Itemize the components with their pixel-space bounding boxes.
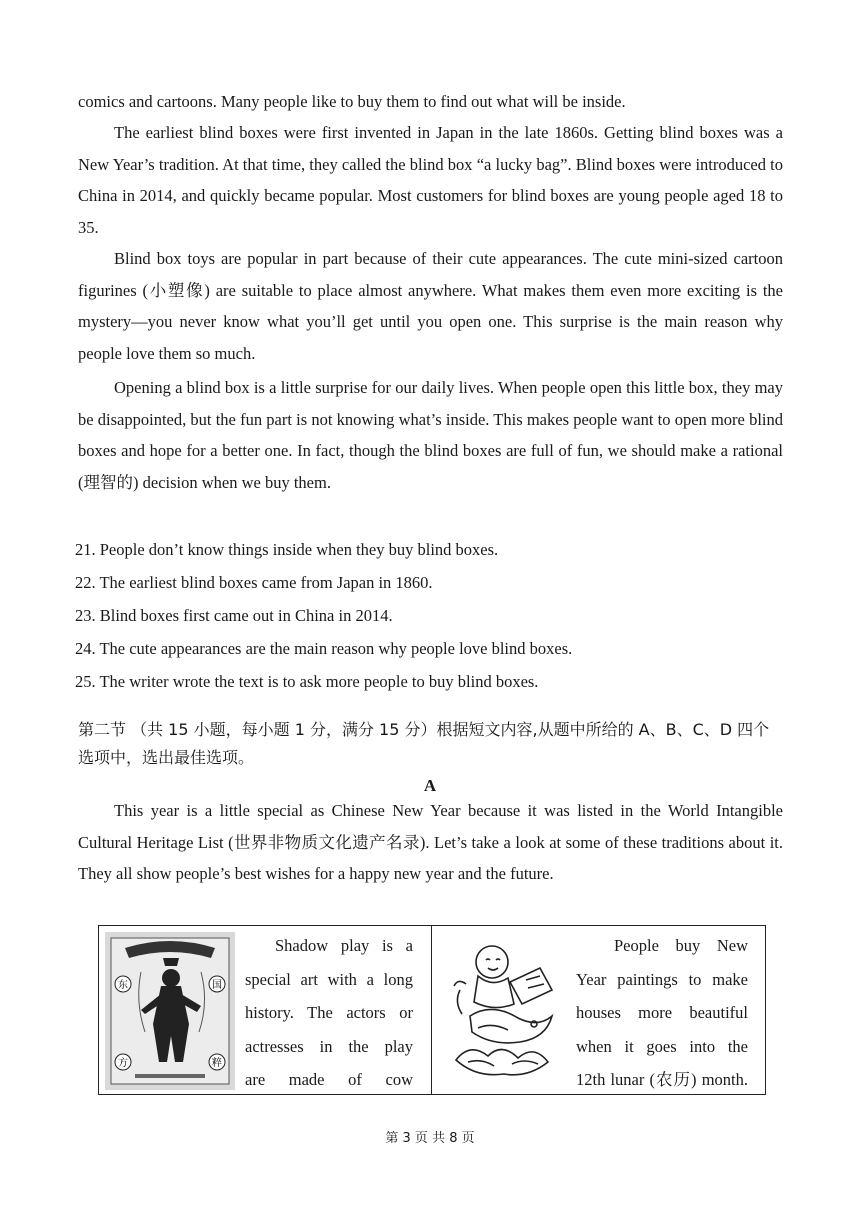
stamp-char-4: 粹 <box>212 1058 222 1069</box>
question-23: 23. Blind boxes first came out in China in 2014. <box>75 606 393 625</box>
question-24: 24. The cute appearances are the main reason why people love blind boxes. <box>75 639 573 658</box>
stamp-char-2: 国 <box>212 980 222 991</box>
new-year-painting-image <box>448 932 568 1082</box>
section-instructions: 第二节 （共 15 小题，每小题 1 分，满分 15 分）根据短文内容,从题中所给的 A、B、C、D 四个选项中，选出最佳选项。 <box>78 720 770 767</box>
section-intro: This year is a little special as Chinese New Year because it was listed in the World Intangible Cultural Heritage List (世界非物质文化遗产名录). Let’s take a look at some of these traditions about it. They all show people’s best wishes for a happy new year and the future. <box>78 801 783 883</box>
traditions-table <box>98 925 766 1095</box>
new-year-paintings-text <box>576 929 748 1097</box>
shadow-play-line-5: are made of cow <box>245 1070 413 1089</box>
paintings-line-3: houses more beautiful <box>576 1003 748 1022</box>
stamp-char-3: 方 <box>118 1058 128 1069</box>
shadow-play-line-4: actresses in the play <box>245 1036 413 1056</box>
shadow-play-cell <box>99 926 432 1094</box>
shadow-play-text <box>245 929 413 1097</box>
question-25: 25. The writer wrote the text is to ask more people to buy blind boxes. <box>75 672 539 691</box>
question-21: 21. People don’t know things inside when they buy blind boxes. <box>75 540 499 559</box>
shadow-play-line-1: Shadow play is a <box>275 936 413 955</box>
shadow-play-line-3: history. The actors or <box>245 1003 413 1022</box>
paintings-line-5: 12th lunar (农历) month. <box>576 1070 748 1089</box>
new-year-paintings-cell <box>432 926 765 1094</box>
passage-paragraph-2: Blind box toys are popular in part because of their cute appearances. The cute mini-sized cartoon figurines (小塑像) are suitable to place almost anywhere. What makes them even more exciting is the mystery—you never know what you’ll get until you open one. This surprise is the main reason why people love them so much. <box>78 249 783 363</box>
passage-paragraph-1: The earliest blind boxes were first invented in Japan in the late 1860s. Getting blind boxes was a New Year’s tradition. At that time, they called the blind box “a lucky bag”. Blind boxes were introduced to China in 2014, and quickly became popular. Most customers for blind boxes are young people aged 18 to 35. <box>78 123 783 237</box>
page-number: 第 3 页 共 8 页 <box>385 1131 475 1146</box>
passage-paragraph-3: Opening a blind box is a little surprise for our daily lives. When people open this little box, they may be disappointed, but the fun part is not knowing what’s inside. This makes people want to open more blind boxes and hope for a better one. In fact, though the blind boxes are full of fun, we should make a rational (理智的) decision when we buy them. <box>78 378 783 492</box>
paintings-line-1: People buy New <box>614 936 748 955</box>
passage-paragraph-0: comics and cartoons. Many people like to buy them to find out what will be inside. <box>78 92 626 111</box>
question-22: 22. The earliest blind boxes came from Japan in 1860. <box>75 573 433 592</box>
paintings-line-2: Year paintings to make <box>576 969 748 989</box>
shadow-play-line-2: special art with a long <box>245 969 413 989</box>
shadow-puppet-image <box>105 932 235 1090</box>
paintings-line-4: when it goes into the <box>576 1036 748 1056</box>
stamp-char-1: 东 <box>118 980 128 991</box>
section-title: A <box>423 776 437 795</box>
